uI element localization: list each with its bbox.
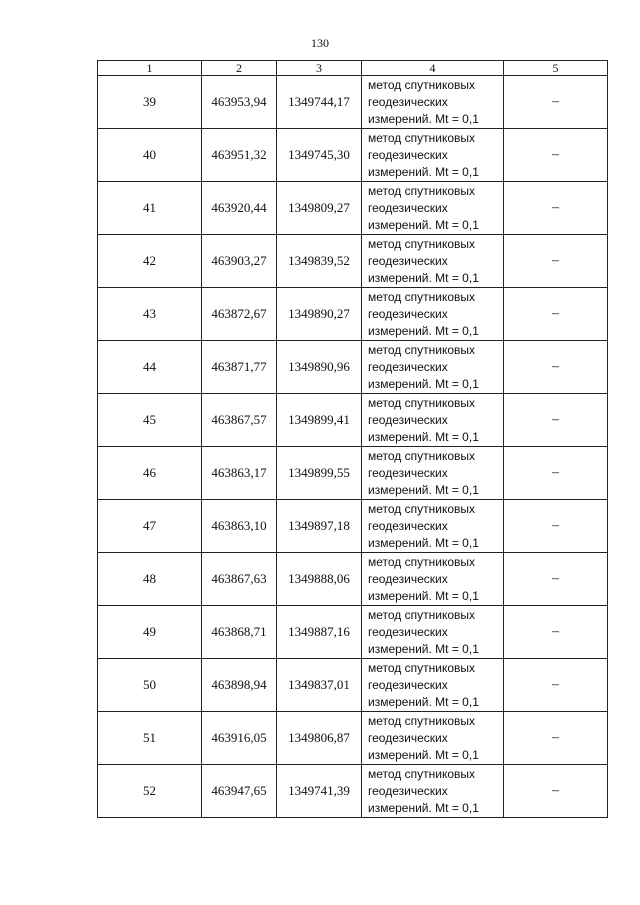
x-coordinate-cell: 463916,05 (202, 712, 277, 765)
method-cell (362, 712, 504, 765)
point-number-cell: 43 (98, 288, 202, 341)
method-text-line: геодезических (368, 677, 448, 692)
method-text-line: геодезических (368, 306, 448, 321)
x-coordinate-cell: 463867,63 (202, 553, 277, 606)
column-header: 2 (202, 61, 277, 76)
note-cell: – (504, 76, 608, 129)
method-text-line: измерений. Mt = 0,1 (368, 111, 479, 126)
point-number-cell: 50 (98, 659, 202, 712)
method-text-line: геодезических (368, 518, 448, 533)
method-cell (362, 129, 504, 182)
note-cell: – (504, 712, 608, 765)
point-number-cell: 42 (98, 235, 202, 288)
method-text-line: метод спутниковых (368, 236, 476, 251)
method-cell (362, 500, 504, 553)
table-row (98, 288, 608, 341)
x-coordinate-cell: 463898,94 (202, 659, 277, 712)
method-text-line: геодезических (368, 412, 448, 427)
method-text-line: метод спутниковых (368, 766, 476, 781)
method-cell (362, 341, 504, 394)
method-cell (362, 765, 504, 818)
x-coordinate-cell: 463947,65 (202, 765, 277, 818)
point-number-cell: 46 (98, 447, 202, 500)
table-row (98, 76, 608, 129)
method-text-line: измерений. Mt = 0,1 (368, 694, 479, 709)
table-row (98, 553, 608, 606)
method-cell (362, 447, 504, 500)
method-text-line: геодезических (368, 783, 448, 798)
x-coordinate-cell: 463868,71 (202, 606, 277, 659)
table-row (98, 394, 608, 447)
y-coordinate-cell: 1349888,06 (277, 553, 362, 606)
y-coordinate-cell: 1349745,30 (277, 129, 362, 182)
note-cell: – (504, 394, 608, 447)
method-cell (362, 606, 504, 659)
y-coordinate-cell: 1349899,55 (277, 447, 362, 500)
column-header: 4 (362, 61, 504, 76)
note-cell: – (504, 235, 608, 288)
note-cell: – (504, 659, 608, 712)
table-row (98, 765, 608, 818)
note-cell: – (504, 341, 608, 394)
note-cell: – (504, 447, 608, 500)
coordinates-table (97, 60, 608, 818)
method-text-line: измерений. Mt = 0,1 (368, 376, 479, 391)
method-cell (362, 288, 504, 341)
point-number-cell: 52 (98, 765, 202, 818)
method-cell (362, 235, 504, 288)
method-text-line: измерений. Mt = 0,1 (368, 164, 479, 179)
method-text-line: измерений. Mt = 0,1 (368, 588, 479, 603)
method-text-line: геодезических (368, 359, 448, 374)
method-text-line: измерений. Mt = 0,1 (368, 482, 479, 497)
note-cell: – (504, 182, 608, 235)
y-coordinate-cell: 1349837,01 (277, 659, 362, 712)
point-number-cell: 41 (98, 182, 202, 235)
table-row (98, 659, 608, 712)
method-text-line: метод спутниковых (368, 289, 476, 304)
x-coordinate-cell: 463903,27 (202, 235, 277, 288)
point-number-cell: 49 (98, 606, 202, 659)
method-text-line: метод спутниковых (368, 77, 476, 92)
point-number-cell: 45 (98, 394, 202, 447)
x-coordinate-cell: 463871,77 (202, 341, 277, 394)
x-coordinate-cell: 463867,57 (202, 394, 277, 447)
method-text-line: метод спутниковых (368, 395, 476, 410)
table-header-row (98, 61, 608, 76)
method-cell (362, 76, 504, 129)
method-text-line: метод спутниковых (368, 448, 476, 463)
y-coordinate-cell: 1349899,41 (277, 394, 362, 447)
point-number-cell: 40 (98, 129, 202, 182)
x-coordinate-cell: 463863,10 (202, 500, 277, 553)
point-number-cell: 51 (98, 712, 202, 765)
column-header: 1 (98, 61, 202, 76)
method-cell (362, 553, 504, 606)
method-text-line: измерений. Mt = 0,1 (368, 535, 479, 550)
method-cell (362, 659, 504, 712)
method-text-line: измерений. Mt = 0,1 (368, 217, 479, 232)
y-coordinate-cell: 1349890,27 (277, 288, 362, 341)
note-cell: – (504, 553, 608, 606)
method-text-line: измерений. Mt = 0,1 (368, 800, 479, 815)
method-text-line: метод спутниковых (368, 660, 476, 675)
method-text-line: метод спутниковых (368, 554, 476, 569)
note-cell: – (504, 765, 608, 818)
table-row (98, 182, 608, 235)
method-text-line: измерений. Mt = 0,1 (368, 641, 479, 656)
method-text-line: геодезических (368, 147, 448, 162)
method-cell (362, 394, 504, 447)
method-text-line: измерений. Mt = 0,1 (368, 429, 479, 444)
y-coordinate-cell: 1349806,87 (277, 712, 362, 765)
note-cell: – (504, 606, 608, 659)
y-coordinate-cell: 1349839,52 (277, 235, 362, 288)
y-coordinate-cell: 1349897,18 (277, 500, 362, 553)
y-coordinate-cell: 1349741,39 (277, 765, 362, 818)
method-text-line: измерений. Mt = 0,1 (368, 747, 479, 762)
point-number-cell: 44 (98, 341, 202, 394)
x-coordinate-cell: 463872,67 (202, 288, 277, 341)
method-text-line: геодезических (368, 624, 448, 639)
x-coordinate-cell: 463920,44 (202, 182, 277, 235)
y-coordinate-cell: 1349887,16 (277, 606, 362, 659)
y-coordinate-cell: 1349809,27 (277, 182, 362, 235)
column-header: 3 (277, 61, 362, 76)
method-text-line: измерений. Mt = 0,1 (368, 270, 479, 285)
method-cell (362, 182, 504, 235)
method-text-line: измерений. Mt = 0,1 (368, 323, 479, 338)
point-number-cell: 48 (98, 553, 202, 606)
page-number: 130 (311, 36, 329, 50)
table-row (98, 447, 608, 500)
method-text-line: метод спутниковых (368, 183, 476, 198)
table-row (98, 129, 608, 182)
method-text-line: геодезических (368, 253, 448, 268)
note-cell: – (504, 288, 608, 341)
table-row (98, 235, 608, 288)
y-coordinate-cell: 1349744,17 (277, 76, 362, 129)
point-number-cell: 39 (98, 76, 202, 129)
method-text-line: метод спутниковых (368, 501, 476, 516)
table-row (98, 341, 608, 394)
table-row (98, 606, 608, 659)
x-coordinate-cell: 463863,17 (202, 447, 277, 500)
method-text-line: метод спутниковых (368, 713, 476, 728)
y-coordinate-cell: 1349890,96 (277, 341, 362, 394)
method-text-line: геодезических (368, 730, 448, 745)
method-text-line: геодезических (368, 465, 448, 480)
method-text-line: метод спутниковых (368, 342, 476, 357)
point-number-cell: 47 (98, 500, 202, 553)
method-text-line: геодезических (368, 571, 448, 586)
method-text-line: геодезических (368, 94, 448, 109)
x-coordinate-cell: 463953,94 (202, 76, 277, 129)
x-coordinate-cell: 463951,32 (202, 129, 277, 182)
table-row (98, 712, 608, 765)
note-cell: – (504, 500, 608, 553)
method-text-line: метод спутниковых (368, 607, 476, 622)
note-cell: – (504, 129, 608, 182)
table-row (98, 500, 608, 553)
method-text-line: геодезических (368, 200, 448, 215)
column-header: 5 (504, 61, 608, 76)
method-text-line: метод спутниковых (368, 130, 476, 145)
